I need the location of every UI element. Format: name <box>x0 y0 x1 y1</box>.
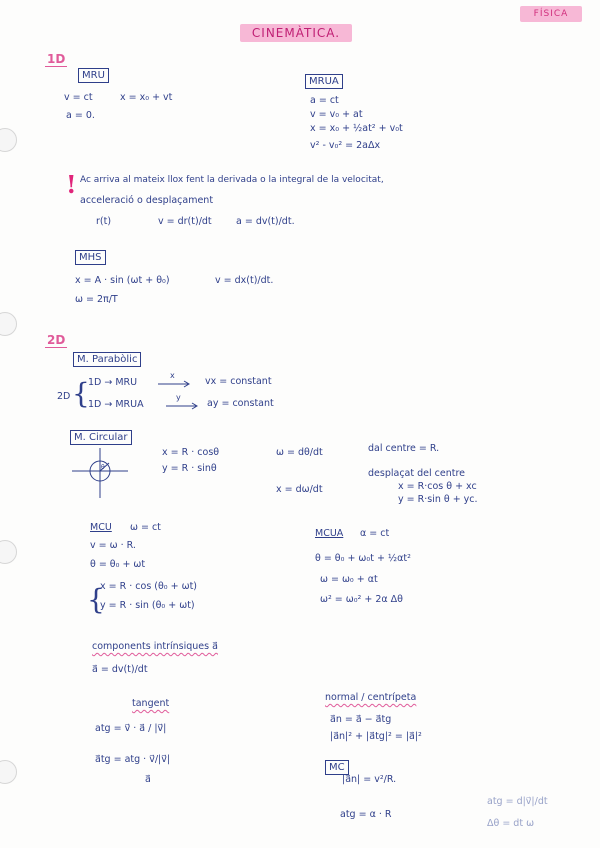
section-marker-2d: 2D <box>47 333 66 347</box>
faint-note-2: Δθ = dt ω <box>487 818 535 829</box>
normal-vector: a⃗n = a⃗ − a⃗tg <box>330 714 392 725</box>
punch-hole <box>0 760 17 784</box>
circular-displaced-centre: desplaçat del centre <box>368 468 465 479</box>
mhs-velocity: v = dx(t)/dt. <box>215 275 274 286</box>
note-velocity-derivative: v = dr(t)/dt <box>158 216 212 227</box>
circular-displaced-x: x = R·cos θ + xc <box>398 481 477 492</box>
punch-hole <box>0 128 17 152</box>
mcu-x: x = R · cos (θ₀ + ωt) <box>100 581 197 592</box>
circular-displaced-y: y = R·sin θ + yc. <box>398 494 478 505</box>
normal-pythagoras: |a⃗n|² + |a⃗tg|² = |a⃗|² <box>330 731 422 742</box>
mrua-label: MRUA <box>305 74 343 89</box>
tangent-vector-a: a⃗ <box>145 774 151 785</box>
mhs-position: x = A · sin (ωt + θ₀) <box>75 275 170 286</box>
subject-tag: FÍSICA <box>520 6 582 22</box>
mc-tangential: atg = α · R <box>340 809 392 820</box>
brace-icon: { <box>87 583 105 616</box>
mrua-line-1: a = ct <box>310 95 339 106</box>
mrua-line-2: v = v₀ + at <box>310 109 363 120</box>
mhs-angular-frequency: ω = 2π/T <box>75 294 118 305</box>
brace-icon: { <box>72 377 90 410</box>
normal-heading: normal / centrípeta <box>325 692 417 703</box>
mhs-label: MHS <box>75 250 106 265</box>
parabolic-x-axis-label: x <box>170 371 175 380</box>
mcua-omega: ω = ω₀ + αt <box>320 574 378 585</box>
mru-label: MRU <box>78 68 109 83</box>
mcu-label: MCU <box>90 522 112 533</box>
circular-centre-distance: dal centre = R. <box>368 443 440 454</box>
circular-y: y = R · sinθ <box>162 463 217 474</box>
mcu-y: y = R · sin (θ₀ + ωt) <box>100 600 195 611</box>
note-position: r(t) <box>96 216 112 227</box>
page-title: CINEMÀTICA. <box>240 24 352 42</box>
mcua-angle: θ = θ₀ + ω₀t + ½αt² <box>315 553 411 564</box>
note-acceleration-derivative: a = dv(t)/dt. <box>236 216 295 227</box>
note-line-1: Ac arriva al mateix llox fent la derivada o la integral de la velocitat, <box>80 175 384 185</box>
mru-velocity: v = ct <box>64 92 93 103</box>
arrow-right-icon <box>158 380 192 388</box>
circular-alpha: x = dω/dt <box>276 484 323 495</box>
circular-omega: ω = dθ/dt <box>276 447 323 458</box>
circular-x: x = R · cosθ <box>162 447 220 458</box>
mcua-label: MCUA <box>315 528 344 539</box>
components-heading: components intrínsiques a⃗ <box>92 641 218 652</box>
components-acceleration: a⃗ = dv(t)/dt <box>92 664 148 675</box>
tangent-scalar: atg = v⃗ · a⃗ / |v⃗| <box>95 723 167 734</box>
mcu-velocity: v = ω · R. <box>90 540 136 551</box>
parabolic-y-axis-label: y <box>176 393 181 402</box>
circular-label: M. Circular <box>70 430 132 445</box>
mcu-omega: ω = ct <box>130 522 161 533</box>
faint-note-1: atg = d|v⃗|/dt <box>487 796 548 807</box>
mcu-angle: θ = θ₀ + ωt <box>90 559 146 570</box>
mc-normal-magnitude: |a⃗n| = v²/R. <box>342 774 397 785</box>
mrua-line-3: x = x₀ + ½at² + v₀t <box>310 123 403 134</box>
arrow-right-icon <box>166 402 200 410</box>
exclamation-icon: ! <box>66 170 77 199</box>
section-marker-1d: 1D <box>47 52 66 66</box>
punch-hole <box>0 540 17 564</box>
svg-text:θ: θ <box>101 464 105 471</box>
mcua-omega-squared: ω² = ω₀² + 2α Δθ <box>320 594 403 605</box>
tangent-vector: a⃗tg = atg · v⃗/|v⃗| <box>95 754 171 765</box>
mru-acceleration: a = 0. <box>66 110 95 121</box>
parabolic-label: M. Parabòlic <box>73 352 141 367</box>
note-line-2: acceleració o desplaçament <box>80 195 214 206</box>
mrua-line-4: v² - v₀² = 2aΔx <box>310 140 381 151</box>
parabolic-prefix: 2D <box>57 391 71 402</box>
punch-hole <box>0 312 17 336</box>
mcua-alpha: α = ct <box>360 528 390 539</box>
circle-diagram-icon <box>72 448 128 498</box>
mc-label: MC <box>325 760 349 775</box>
parabolic-x-motion: 1D → MRU <box>88 377 138 388</box>
mru-position: x = x₀ + vt <box>120 92 173 103</box>
parabolic-y-result: ay = constant <box>207 398 274 409</box>
parabolic-y-motion: 1D → MRUA <box>88 399 144 410</box>
tangent-heading: tangent <box>132 698 170 709</box>
parabolic-x-result: vx = constant <box>205 376 272 387</box>
